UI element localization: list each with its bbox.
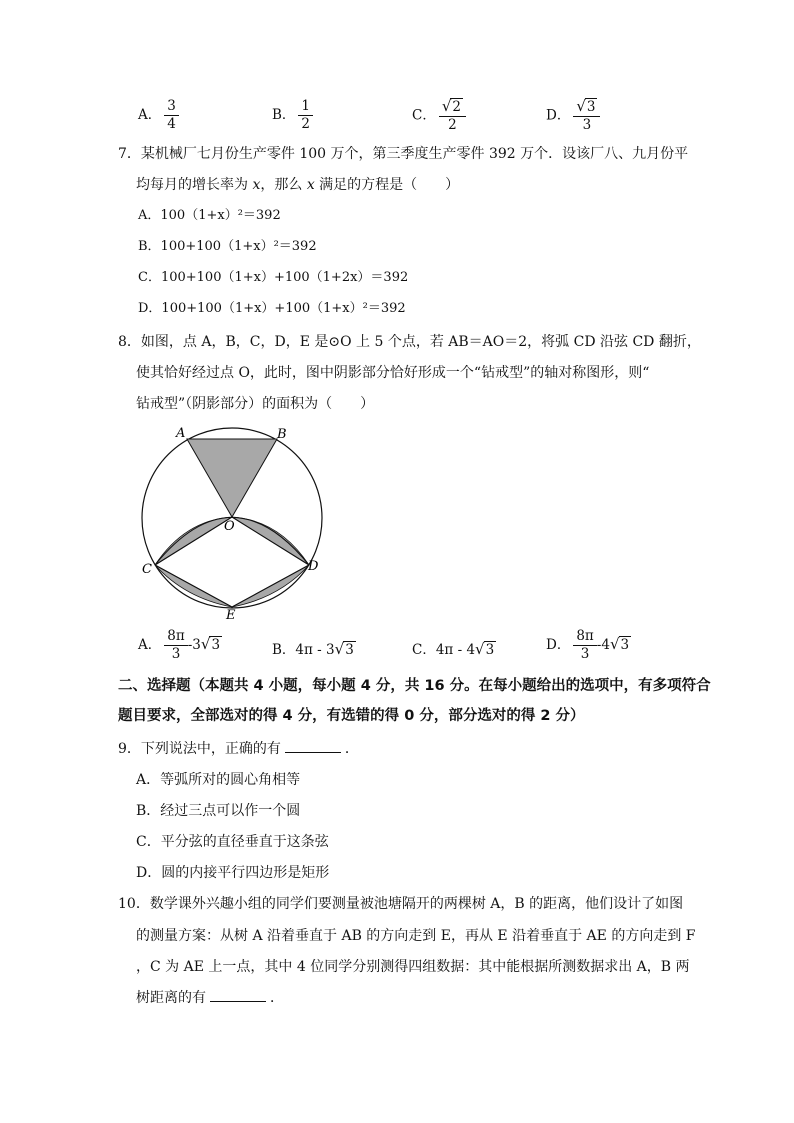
point-label-d: D — [308, 559, 319, 574]
option-label: B． — [272, 107, 296, 123]
point-label-o: O — [224, 519, 235, 534]
text: 4π - 3 — [295, 642, 335, 658]
text: -3 — [187, 637, 201, 653]
radicand: 3 — [586, 99, 596, 115]
q10-stem-line3: ，C 为 AE 上一点，其中 4 位同学分别测得四组数据：其中能根据所测数据求出 A，B 两 — [136, 959, 690, 975]
q6-option-a — [138, 98, 179, 133]
radicand: 3 — [345, 642, 354, 658]
q10-stem-line2: 的测量方案：从树 A 沿着垂直于 AB 的方向走到 E，再从 E 沿着垂直于 AE 的方向走到 F — [136, 928, 696, 944]
denominator: 2 — [301, 116, 311, 132]
point-label-c: C — [142, 562, 152, 577]
text: ． — [344, 741, 359, 757]
numerator: 8π — [164, 628, 187, 646]
option-label: D． — [546, 637, 571, 653]
radicand: 3 — [211, 637, 221, 653]
q7-option-a: A．100（1+x）²＝392 — [138, 208, 281, 223]
q8-stem-line1: 8．如图，点 A，B，C，D，E 是⊙O 上 5 个点，若 AB＝AO＝2，将弧 CD 沿弦 CD 翻折， — [118, 334, 701, 350]
option-label: C． — [412, 642, 436, 658]
q8-option-c: C．4π - 4√3 — [412, 640, 495, 658]
text: 满足的方程是（ ） — [314, 177, 460, 193]
q8-circle-figure — [130, 420, 340, 630]
q8-option-a: A． $\frac{8\pi}{3}$ -3√3 — [138, 628, 221, 662]
triangle-abo — [187, 439, 277, 517]
numerator: 8π — [573, 628, 596, 646]
q7-option-d: D．100+100（1+x）+100（1+x）²＝392 — [138, 301, 406, 316]
option-label: D． — [546, 107, 571, 124]
q8-stem-line3: 钻戒型”（阴影部分）的面积为（ ） — [136, 396, 375, 412]
denominator: 3 — [171, 646, 181, 662]
point-label-a: A — [176, 426, 186, 441]
q7-option-b: B．100+100（1+x）²＝392 — [138, 239, 317, 254]
q10-stem-line1: 10．数学课外兴趣小组的同学们要测量被池塘隔开的两棵树 A，B 的距离，他们设计了如图 — [118, 896, 684, 912]
denominator: 3 — [580, 646, 590, 662]
radicand: 2 — [452, 99, 461, 115]
text: 4π - 4 — [435, 642, 476, 658]
point-label-b: B — [277, 427, 287, 442]
q9-option-c: C．平分弦的直径垂直于这条弦 — [136, 834, 329, 850]
q7-stem-line1: 7．某机械厂七月份生产零件 100 万个，第三季度生产零件 392 万个．设该厂八、九月份平 — [118, 146, 689, 162]
q6-option-d — [546, 98, 600, 134]
radicand: 3 — [620, 637, 630, 653]
numerator: 1 — [298, 98, 313, 116]
q7-option-c: C．100+100（1+x）+100（1+2x）＝392 — [138, 270, 409, 285]
numerator: √2 — [439, 98, 466, 117]
q8-option-b: B．4π - 3√3 — [272, 640, 354, 658]
q9-option-a: A．等弧所对的圆心角相等 — [136, 772, 301, 788]
q7-stem-line2 — [136, 176, 459, 194]
answer-blank — [210, 989, 266, 1002]
text: 均每月的增长率为 — [136, 177, 253, 193]
radicand: 3 — [485, 642, 495, 658]
numerator: √3 — [573, 98, 600, 117]
q6-option-b — [272, 98, 313, 133]
text: 树距离的有 — [136, 990, 206, 1006]
text: ． — [270, 990, 284, 1006]
q9-option-b: B．经过三点可以作一个圆 — [136, 803, 301, 819]
q9-stem — [118, 740, 359, 758]
point-label-e: E — [226, 608, 236, 623]
denominator: 4 — [167, 116, 176, 132]
variable: x — [306, 177, 315, 193]
numerator: 3 — [164, 98, 179, 116]
q10-stem-line4 — [136, 989, 284, 1007]
text: 9．下列说法中，正确的有 — [118, 741, 281, 757]
option-label: A． — [138, 107, 162, 123]
section2-heading-line1: 二、选择题（本题共 4 小题，每小题 4 分，共 16 分。在每小题给出的选项中，有多项符合 — [118, 678, 711, 694]
text: -4 — [596, 637, 610, 653]
option-label: B． — [272, 642, 296, 658]
option-label: C． — [412, 107, 436, 124]
denominator: 3 — [582, 117, 592, 133]
variable: x — [252, 177, 261, 193]
section2-heading-line2: 题目要求，全部选对的得 4 分，有选错的得 0 分，部分选对的得 2 分） — [118, 708, 585, 724]
answer-blank — [285, 740, 341, 753]
text: ，那么 — [260, 177, 307, 193]
q8-option-d: D． $\frac{8\pi}{3}$ -4√3 — [546, 628, 630, 662]
option-label: A． — [138, 637, 162, 653]
q9-option-d: D．圆的内接平行四边形是矩形 — [136, 865, 330, 881]
q6-option-c — [412, 98, 466, 134]
q8-stem-line2: 使其恰好经过点 O，此时，图中阴影部分恰好形成一个“钻戒型”的轴对称图形，则“ — [136, 365, 650, 381]
denominator: 2 — [448, 117, 457, 133]
